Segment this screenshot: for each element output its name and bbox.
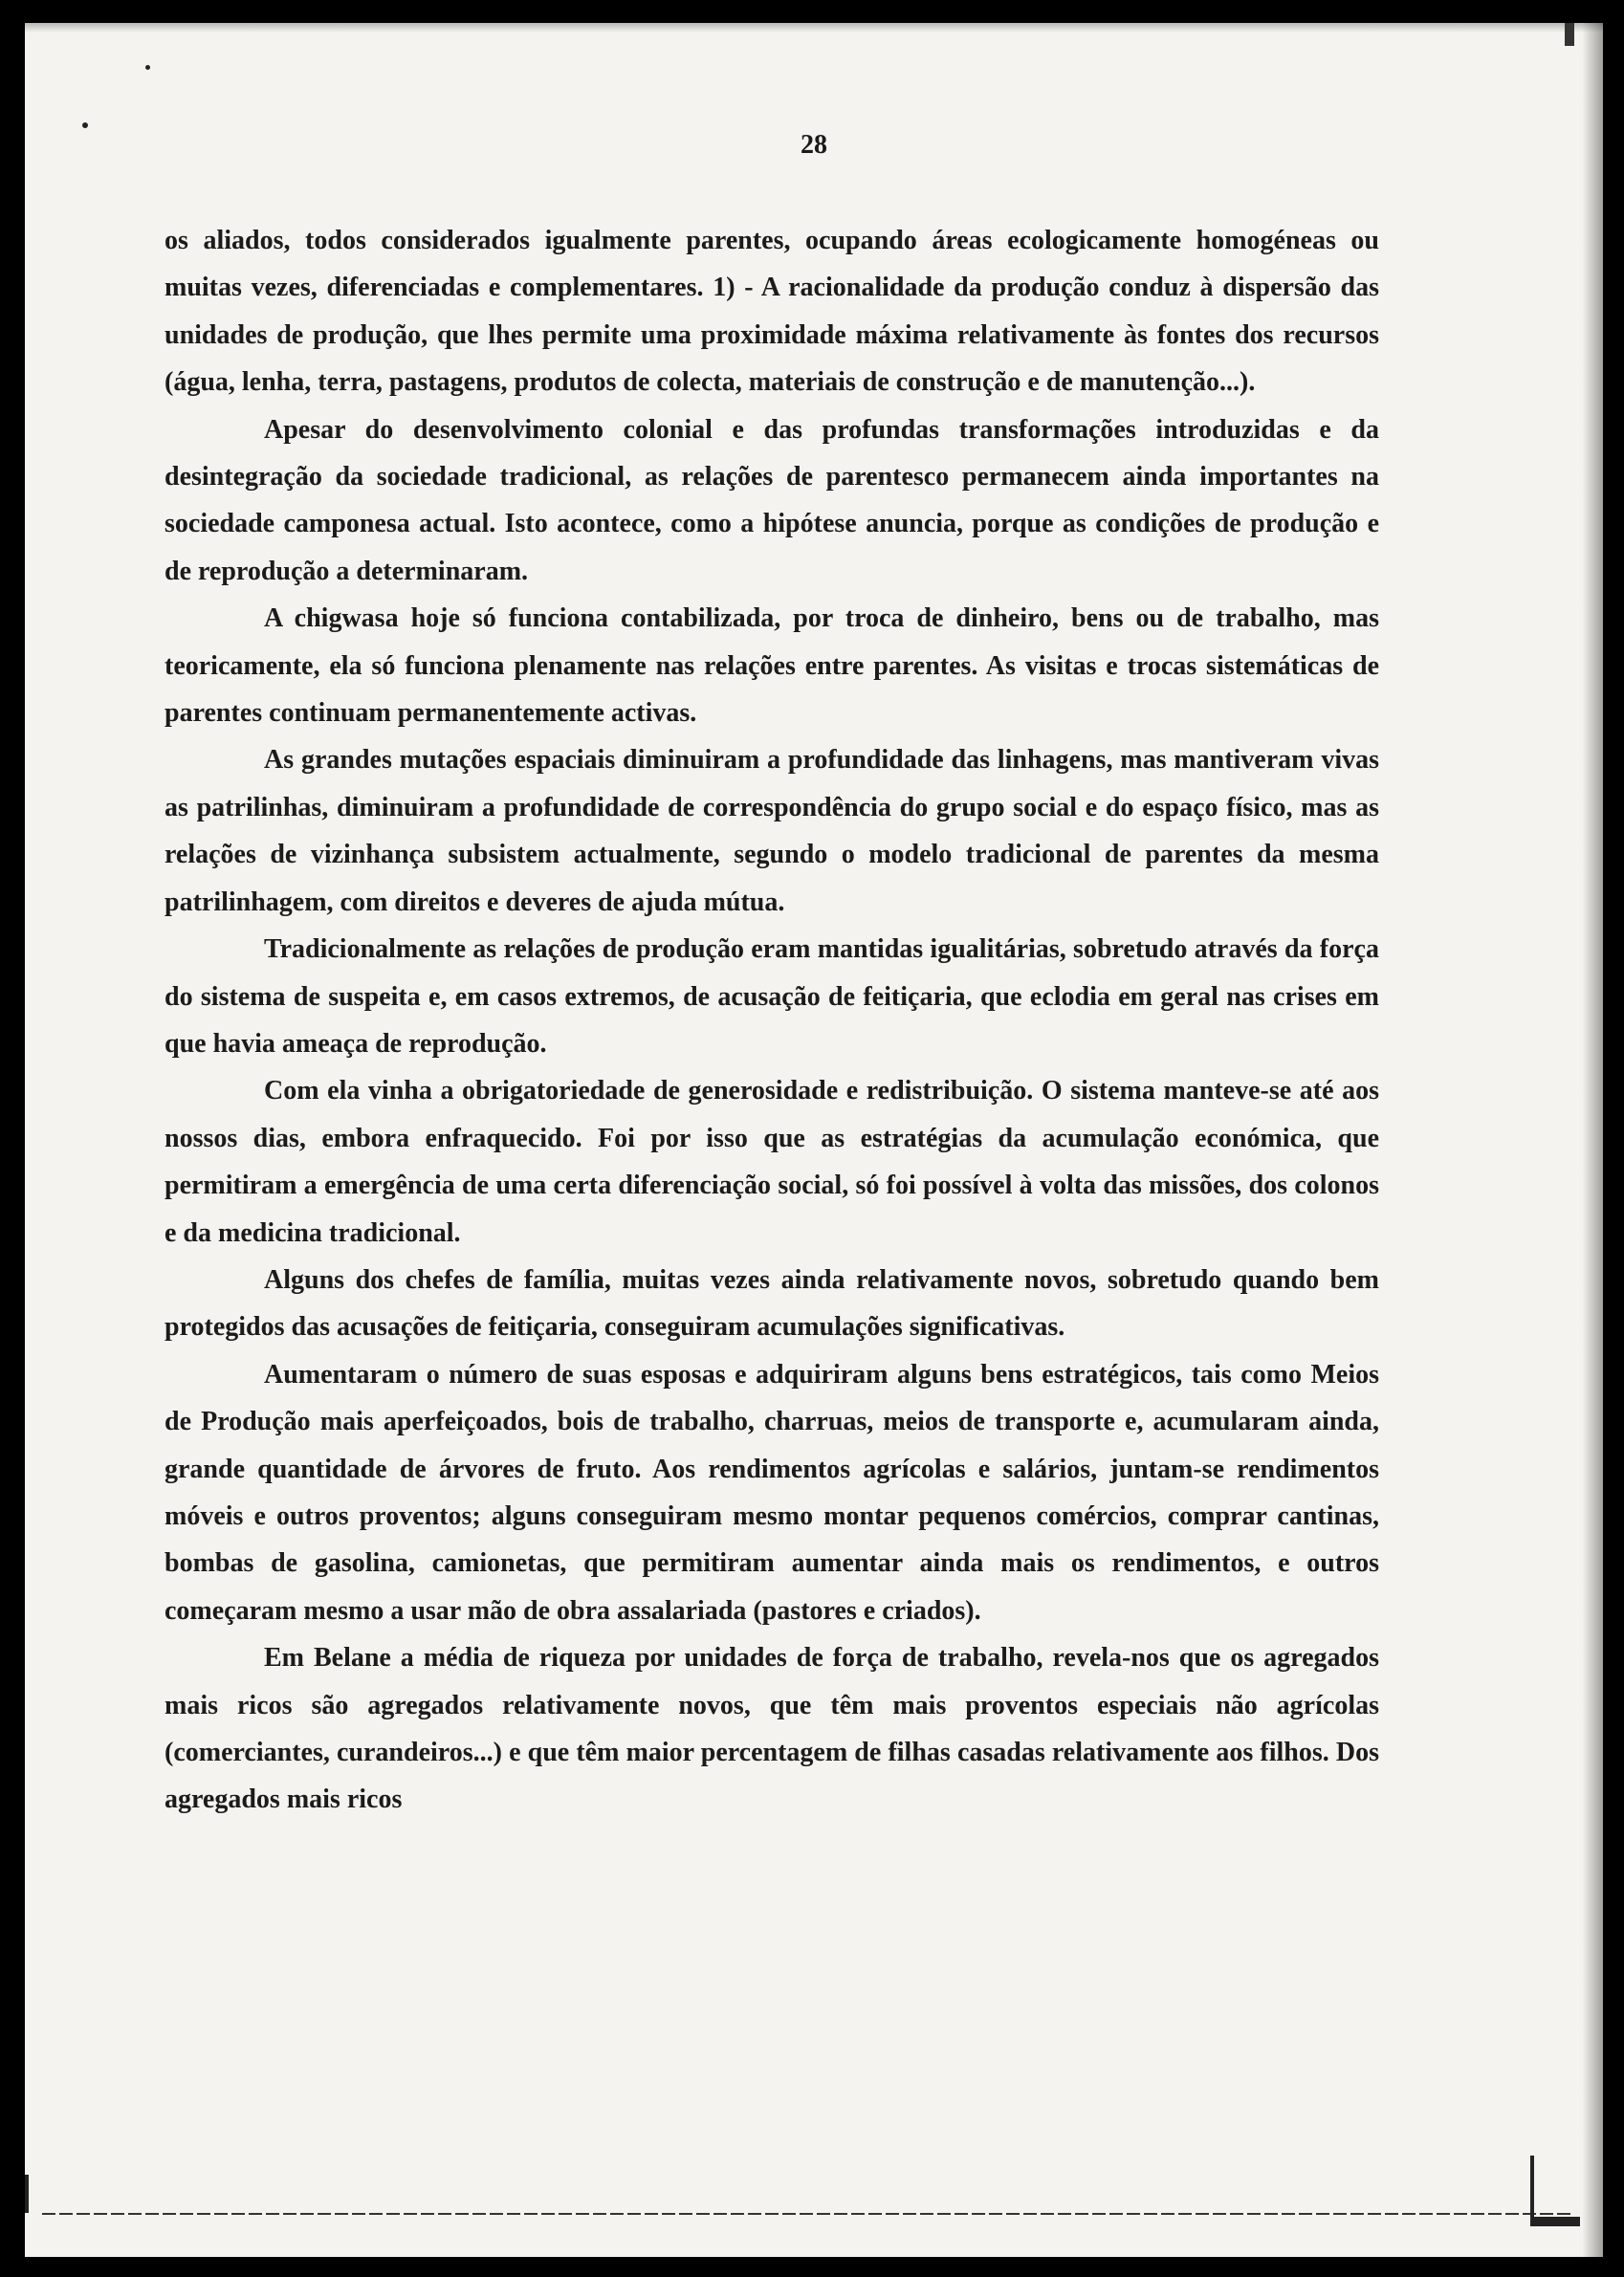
scan-bottom-rule [42,2213,1572,2215]
document-page [25,23,1603,2257]
scan-speck [82,122,88,128]
page-top-shadow [25,23,1603,33]
paragraph: As grandes mutações espaciais diminuiram a profundidade das linhagens, mas mantiveram vivas as patrilinhas, diminuiram a profundidade de correspondência do grupo social e do espaço físico, mas as relações de vizinhança subsistem actualmente, segundo o modelo tradicional de parentes da mesma patrilinhagem, com direitos e deveres de ajuda mútua. [165,745,1379,917]
paragraph: Tradicionalmente as relações de produção eram mantidas igualitárias, sobretudo através da força do sistema de suspeita e, em casos extremos, de acusação de feitiçaria, que eclodia em geral nas crises em que havia ameaça de reprodução. [165,934,1379,1059]
scan-edge-mark [1565,23,1574,46]
scan-speck [145,65,150,70]
paragraph: Alguns dos chefes de família, muitas vezes ainda relativamente novos, sobretudo quando bem protegidos das acusações de feitiçaria, conseguiram acumulações significativas. [165,1264,1379,1343]
page-right-shadow [1582,23,1603,2257]
body-text [165,217,1379,1824]
paragraph: A chigwasa hoje só funciona contabilizada, por troca de dinheiro, bens ou de trabalho, mas teoricamente, ela só funciona plenamente nas relações entre parentes. As visitas e trocas sistemáticas de parentes continuam permanentemente activas. [165,603,1379,729]
paragraph: os aliados, todos considerados igualmente parentes, ocupando áreas ecologicamente homogéneas ou muitas vezes, diferenciadas e complementares. 1) - A racionalidade da produção conduz à dispersão das unidades de produção, que lhes permite uma proximidade máxima relativamente às fontes dos recursos (água, lenha, terra, pastagens, produtos de colecta, materiais de construção e de manutenção...). [165,226,1379,398]
paragraph: Apesar do desenvolvimento colonial e das profundas transformações introduzidas e da desintegração da sociedade tradicional, as relações de parentesco permanecem ainda importantes na sociedade camponesa actual. Isto acontece, como a hipótese anuncia, porque as condições de produção e de reprodução a determinaram. [165,414,1379,586]
scan-left-mark [25,2175,29,2213]
paragraph: Com ela vinha a obrigatoriedade de generosidade e redistribuição. O sistema manteve-se até aos nossos dias, embora enfraquecido. Foi por isso que as estratégias da acumulação económica, que permitiram a emergência de uma certa diferenciação social, só foi possível à volta das missões, dos colonos e da medicina tradicional. [165,1076,1379,1248]
page-number: 28 [801,130,827,160]
paragraph: Aumentaram o número de suas esposas e adquiriram alguns bens estratégicos, tais como Meios de Produção mais aperfeiçoados, bois de trabalho, charruas, meios de transporte e, acumularam ainda, grande quantidade de árvores de fruto. Aos rendimentos agrícolas e salários, juntam-se rendimentos móveis e outros proventos; alguns conseguiram mesmo montar pequenos comércios, comprar cantinas, bombas de gasolina, camionetas, que permitiram aumentar ainda mais os rendimentos, e outros começaram mesmo a usar mão de obra assalariada (pastores e criados). [165,1359,1379,1626]
paragraph: Em Belane a média de riqueza por unidades de força de trabalho, revela-nos que os agregados mais ricos são agregados relativamente novos, que têm mais proventos especiais não agrícolas (comerciantes, curandeiros...) e que têm maior percentagem de filhas casadas relativamente aos filhos. Dos agregados mais ricos [165,1643,1379,1815]
scan-corner-mark [1530,2156,1580,2226]
